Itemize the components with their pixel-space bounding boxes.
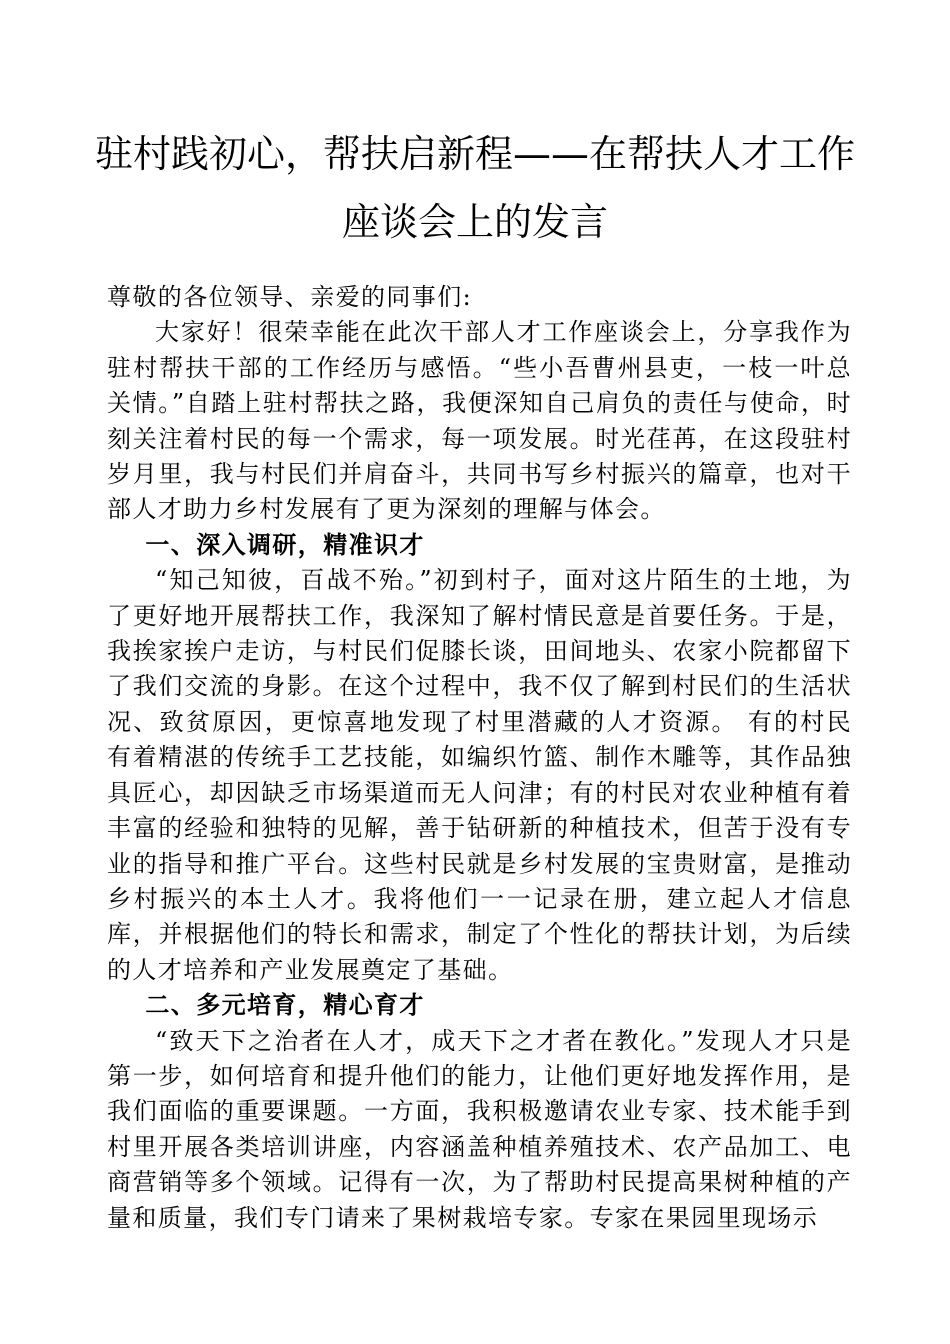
section-1-paragraph: “知己知彼，百战不殆。”初到村子，面对这片陌生的土地，为了更好地开展帮扶工作，我深知了解村情民意是首要任务。于是，我挨家挨户走访，与村民们促膝长谈，田间地头、农家小院都留下了我们交流的身影。在这个过程中，我不仅了解到村民们的生活状况、致贫原因，更惊喜地发现了村里潜藏的人才资源。 有的村民有着精湛的传统手工艺技能，如编织竹篮、制作木雕等，其作品独具匠心，却因缺乏市场渠道而无人问津；有的村民对农业种植有着丰富的经验和独特的见解，善于钻研新的种植技术，但苦于没有专业的指导和推广平台。这些村民就是乡村发展的宝贵财富，是推动乡村振兴的本土人才。我将他们一一记录在册，建立起人才信息库，并根据他们的特长和需求，制定了个性化的帮扶计划，为后续的人才培养和产业发展奠定了基础。 [107,566,852,984]
section-heading-1: 一、深入调研，精准识才 [145,530,425,559]
document-title-line-2: 座谈会上的发言 [341,200,608,244]
section-2-paragraph: “致天下之治者在人才，成天下之才者在教化。”发现人才只是第一步，如何培育和提升他们的能力，让他们更好地发挥作用，是我们面临的重要课题。一方面，我积极邀请农业专家、技术能手到村里开展各类培训讲座，内容涵盖种植养殖技术、农产品加工、电商营销等多个领域。记得有一次，为了帮助村民提高果树种植的产量和质量，我们专门请来了果树栽培专家。专家在果园里现场示 [107,1026,852,1232]
salutation: 尊敬的各位领导、亲爱的同事们: [107,283,473,311]
intro-paragraph: 大家好！很荣幸能在此次干部人才工作座谈会上，分享我作为驻村帮扶干部的工作经历与感悟。“些小吾曹州县吏，一枝一叶总关情。”自踏上驻村帮扶之路，我便深知自己肩负的责任与使命，时刻关注着村民的每一个需求，每一项发展。时光荏苒，在这段驻村岁月里，我与村民们并肩奋斗，共同书写乡村振兴的篇章，也对干部人才助力乡村发展有了更为深刻的理解与体会。 [107,318,852,524]
document-title-line-1: 驻村践初心，帮扶启新程——在帮扶人才工作 [94,132,855,176]
document-body [107,280,852,1236]
section-heading-2: 二、多元培育，精心育才 [145,991,425,1020]
